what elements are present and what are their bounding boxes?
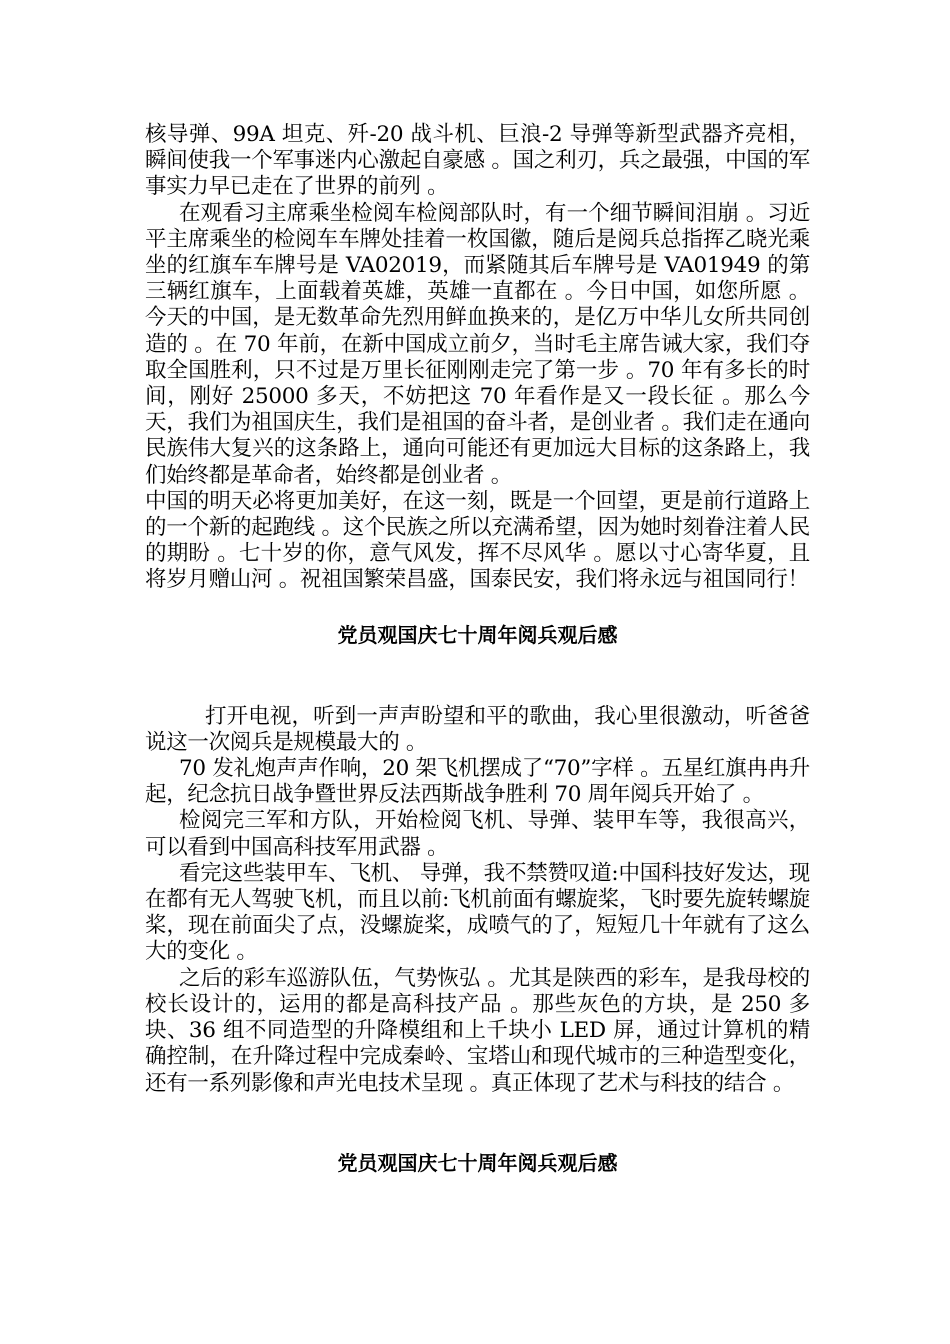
paragraph: 看完这些装甲车、飞机、 导弹，我不禁赞叹道:中国科技好发达，现在都有无人驾驶飞机，而且以前:飞机前面有螺旋桨，飞时要先旋转螺旋桨，现在前面尖了点，没螺旋桨，成喷气的了，短短几十年就有了这么大的变化 。 [145,860,810,965]
paragraph: 中国的明天必将更加美好，在这一刻，既是一个回望，更是前行道路上的一个新的起跑线 。这个民族之所以充满希望，因为她时刻眷注着人民的期盼 。七十岁的你，意气风发，挥不尽风华 。愿以寸心寄华夏，且将岁月赠山河 。祝祖国繁荣昌盛，国泰民安，我们将永远与祖国同行！ [145,488,810,593]
section-heading: 党员观国庆七十周年阅兵观后感 [337,622,618,647]
paragraph: 70 发礼炮声声作响，20 架飞机摆成了“70”字样 。五星红旗冉冉升起，纪念抗日战争暨世界反法西斯战争胜利 70 周年阅兵开始了 。 [145,756,810,808]
paragraph: 在观看习主席乘坐检阅车检阅部队时，有一个细节瞬间泪崩 。习近平主席乘坐的检阅车车牌处挂着一枚国徽，随后是阅兵总指挥乙晓光乘坐的红旗车车牌号是 VA02019，而紧随其后车牌号是 VA01949 的第三辆红旗车，上面载着英雄，英雄一直都在 。今日中国，如您所愿 。今天的中国，是无数革命先烈用鲜血换来的，是亿万中华儿女所共同创造的 。在 70 年前，在新中国成立前夕，当时毛主席告诫大家，我们夺取全国胜利，只不过是万里长征刚刚走完了第一步 。70 年有多长的时间，刚好 25000 多天，不妨把这 70 年看作是又一段长征 。那么今天，我们为祖国庆生，我们是祖国的奋斗者，是创业者 。我们走在通向民族伟大复兴的这条路上，通向可能还有更加远大目标的这条路上，我们始终都是革命者，始终都是创业者 。 [145,200,810,488]
paragraph: 核导弹、99A 坦克、歼-20 战斗机、巨浪-2 导弹等新型武器齐亮相，瞬间使我一个军事迷内心激起自豪感 。国之利刃，兵之最强，中国的军事实力早已走在了世界的前列 。 [145,122,810,200]
document-body [145,122,810,1176]
section-heading: 党员观国庆七十周年阅兵观后感 [337,1150,618,1175]
paragraph: 之后的彩车巡游队伍，气势恢弘 。尤其是陕西的彩车，是我母校的校长设计的，运用的都是高科技产品 。那些灰色的方块，是 250 多块、36 组不同造型的升降模组和上千块小 LED 屏，通过计算机的精确控制，在升降过程中完成秦岭、宝塔山和现代城市的三种造型变化，还有一系列影像和声光电技术呈现 。真正体现了艺术与科技的结合 。 [145,965,810,1096]
paragraph: 检阅完三军和方队，开始检阅飞机、导弹、装甲车等，我很高兴，可以看到中国高科技军用武器 。 [145,808,810,860]
paragraph: 打开电视，听到一声声盼望和平的歌曲，我心里很激动，听爸爸说这一次阅兵是规模最大的 。 [145,703,810,755]
